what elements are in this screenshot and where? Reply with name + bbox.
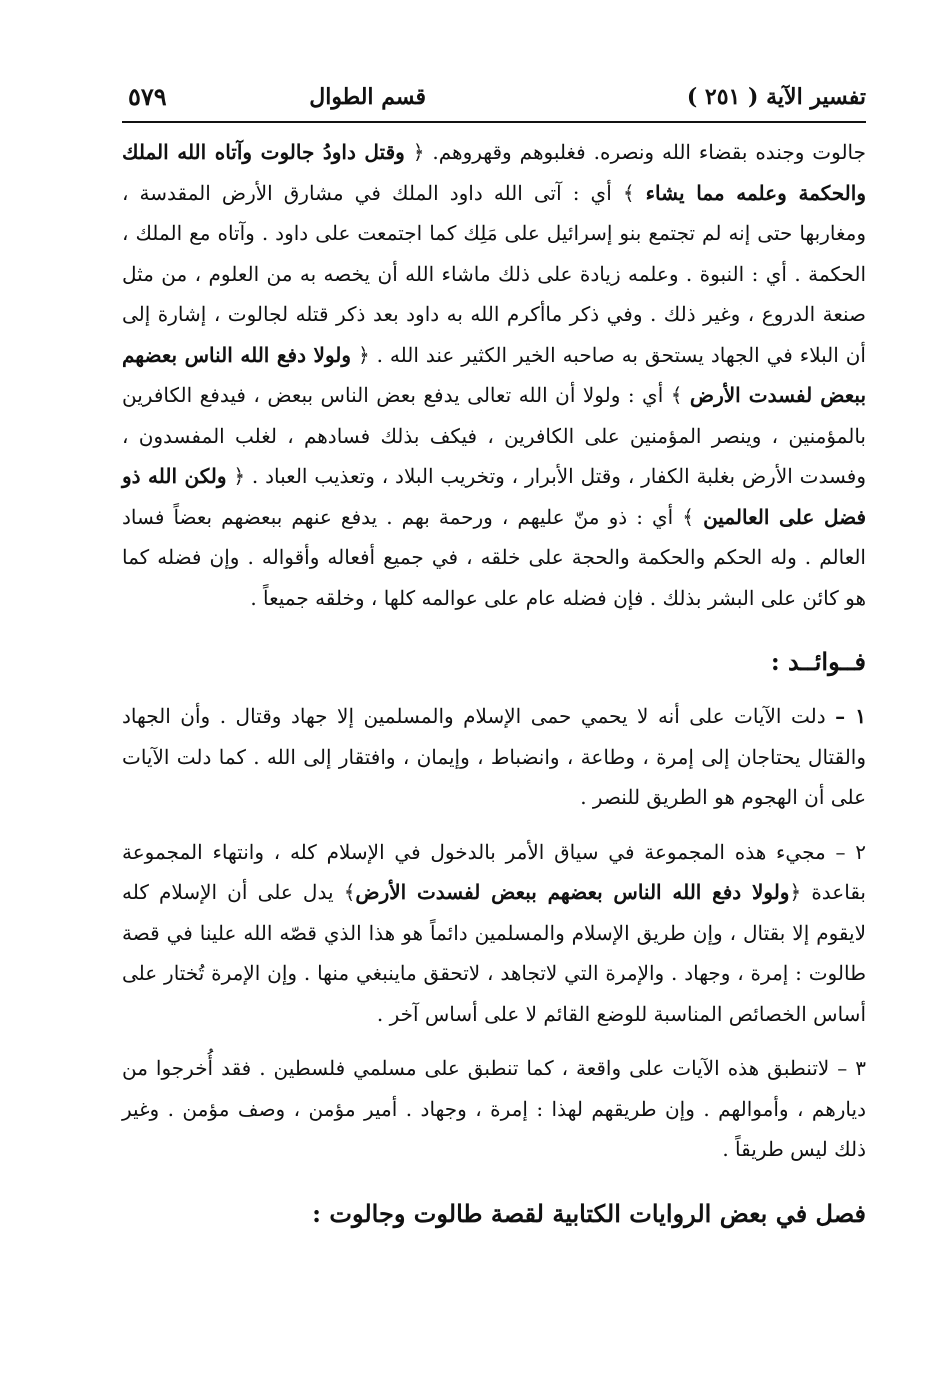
quran-close-bracket: ﴾ xyxy=(670,383,690,407)
benefit-item-3 xyxy=(122,1048,866,1170)
quran-quote: ولولا دفع الله الناس بعضهم ببعض لفسدت الأرض xyxy=(355,880,790,904)
quran-open-bracket: ﴿ xyxy=(226,464,246,488)
commentary-paragraph xyxy=(122,132,866,618)
quran-open-bracket: ﴿ xyxy=(351,342,370,367)
page-header xyxy=(122,78,866,116)
quran-close-bracket: ﴾ xyxy=(343,880,356,904)
quran-close-bracket: ﴾ xyxy=(622,180,646,205)
commentary-text: أي : ولولا أن الله تعالى يدفع بعض الناس ببعض ، فيدفع الكافرين بالمؤمنين ، وينصر المؤمنين على الكافرين ، فيكف بذلك فسادهم ، لغلب المفسدون ، وفسدت الأرض بغلبة الكفار ، وقتل الأبرار ، وتخريب البلاد ، وتعذيب العباد . xyxy=(122,383,867,488)
commentary-text: أي : ذو منّ عليهم ، ورحمة بهم . يدفع عنهم ببعضهم بعضاً فساد العالم . وله الحكم والحكمة والحجة على خلقه ، في جميع أفعاله وأقواله . وإن فضله كما هو كائن على البشر بذلك . فإن فضله عام على عوالمه كلها ، وخلقه جميعاً . xyxy=(122,504,866,610)
item-text: مجيء هذه المجموعة في سياق الأمر بالدخول في الإسلام كله ، وانتهاء المجموعة بقاعدة xyxy=(122,839,867,904)
section-title: قسم الطوال xyxy=(309,84,426,110)
item-text: يدل على أن الإسلام كله لايقوم إلا بقتال ، وإن طريق الإسلام والمسلمين دائماً هو هذا الذي قصّه الله علينا في قصة طالوت : إمرة ، وجهاد . والإمرة التي لاتجاهد ، لاتحقق ماينبغي منها . وإن الإمرة تُختار على أساس الخصائص المناسبة للوضع القائم لا على أساس آخر . xyxy=(122,880,866,1026)
item-text: دلت الآيات على أنه لا يحمي حمى الإسلام والمسلمين إلا جهاد وقتال . وأن الجهاد والقتال يحتاجان إلى إمرة ، وطاعة ، وانضباط ، وإيمان ، وافتقار إلى الله . كما دلت الآيات على أن الهجوم هو الطريق للنصر . xyxy=(122,704,867,809)
benefit-item-2 xyxy=(122,832,866,1035)
page-body xyxy=(122,132,866,1234)
benefits-heading: فــوائــد : xyxy=(770,647,866,676)
quran-quote: ولولا دفع الله الناس بعضهم ببعض لفسدت الأرض xyxy=(122,342,867,407)
quran-close-bracket: ﴾ xyxy=(682,504,704,529)
item-text: لاتنطبق هذه الآيات على واقعة ، كما تنطبق على مسلمي فلسطين . فقد أُخرجوا من ديارهم ، وأموالهم . وإن طريقهم لهذا : إمرة ، وجهاد . أمير مؤمن ، وصف مؤمن . وغير ذلك ليس طريقاً . xyxy=(122,1056,866,1161)
header-divider xyxy=(122,121,866,123)
page-number: ٥٧٩ xyxy=(128,82,167,111)
benefit-item-1 xyxy=(122,696,866,818)
commentary-text: أي : آتى الله داود الملك في مشارق الأرض المقدسة ، ومغاربها حتى إنه لم تجتمع بنو إسرائيل على مَلِك كما اجتمعت على داود . وآتاه مع الملك ، الحكمة . أي : النبوة . وعلمه زيادة على ذلك ماشاء الله أن يخصه به من العلوم ، من مثل صنعة الدروع ، وغير ذلك . وفي ذكر ماأكرم الله به داود بعد ذكر قتله لجالوت ، إشارة إلى أن البلاء في الجهاد يستحق به صاحبه الخير الكثير عند الله . xyxy=(122,180,867,367)
quran-open-bracket: ﴿ xyxy=(789,880,802,904)
commentary-text: جالوت وجنده بقضاء الله ونصره. فغلبوهم وقهروهم. xyxy=(424,140,866,164)
chapter-heading: فصل في بعض الروايات الكتابية لقصة طالوت وجالوت : xyxy=(312,1198,866,1228)
quran-quote: ولكن الله ذو فضل على العالمين xyxy=(122,464,866,529)
item-number: ١ – xyxy=(835,704,867,728)
quran-open-bracket: ﴿ xyxy=(404,140,425,164)
item-number: ٣ – xyxy=(837,1056,866,1080)
running-title: تفسير الآية ( ٢٥١ ) xyxy=(686,84,866,110)
item-number: ٢ – xyxy=(835,839,867,864)
quran-quote: وقتل داودُ جالوت وآتاه الله الملك والحكمة وعلمه مما يشاء xyxy=(122,140,866,205)
